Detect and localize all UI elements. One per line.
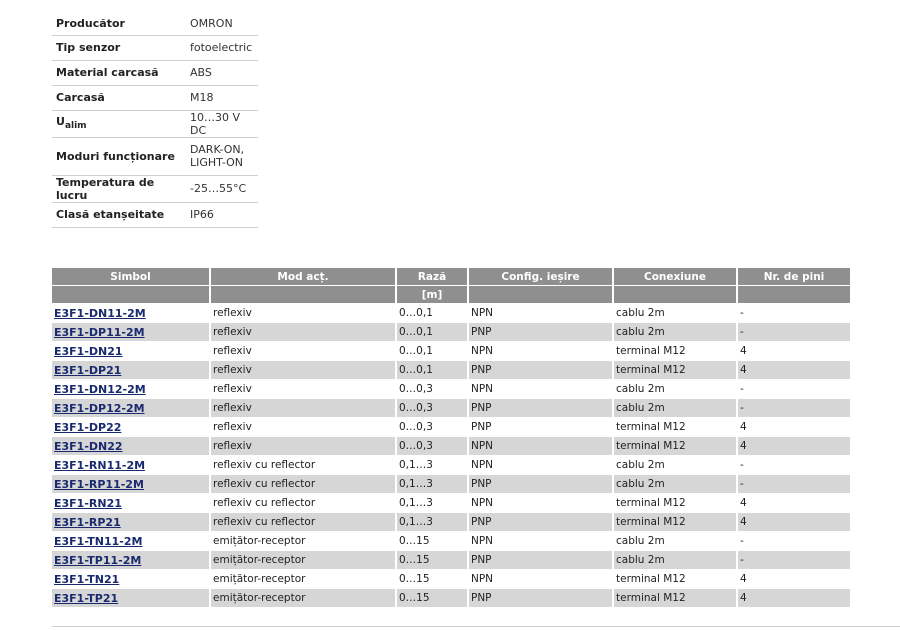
column-subheader: [m] <box>396 286 468 304</box>
table-cell: cablu 2m <box>613 551 737 570</box>
table-cell: NPN <box>468 342 613 361</box>
table-cell: reflexiv <box>210 361 396 380</box>
footer-divider <box>52 626 900 627</box>
spec-label <box>52 175 186 202</box>
table-cell: terminal M12 <box>613 437 737 456</box>
table-row <box>52 570 850 589</box>
product-symbol-cell <box>52 323 210 342</box>
spec-label-text: Tip senzor <box>56 41 121 54</box>
table-cell: - <box>737 456 850 475</box>
table-row <box>52 589 850 608</box>
table-cell: 0…15 <box>396 570 468 589</box>
product-link[interactable]: E3F1-RN21 <box>54 496 122 510</box>
product-link[interactable]: E3F1-TP11-2M <box>54 553 142 567</box>
table-cell: - <box>737 304 850 323</box>
table-cell: terminal M12 <box>613 494 737 513</box>
table-cell: 0,1…3 <box>396 494 468 513</box>
table-cell: 0,1…3 <box>396 475 468 494</box>
table-cell: 0…0,1 <box>396 323 468 342</box>
spec-value <box>186 35 258 60</box>
table-cell: 0…0,3 <box>396 399 468 418</box>
table-row <box>52 323 850 342</box>
column-header: Nr. de pini <box>737 268 850 286</box>
product-link[interactable]: E3F1-DP22 <box>54 420 122 434</box>
spec-label-text: Moduri funcționare <box>56 149 175 163</box>
spec-value-text: 10…30 V DC <box>190 110 241 137</box>
spec-value <box>186 175 258 202</box>
product-link[interactable]: E3F1-TN21 <box>54 572 120 586</box>
product-link[interactable]: E3F1-RN11-2M <box>54 458 146 472</box>
spec-value-text: fotoelectric <box>190 41 253 54</box>
table-cell: reflexiv cu reflector <box>210 475 396 494</box>
spec-value <box>186 85 258 110</box>
table-cell: terminal M12 <box>613 589 737 608</box>
spec-value-text: M18 <box>190 91 214 104</box>
spec-label-text: Producător <box>56 16 125 30</box>
table-cell: 0…15 <box>396 589 468 608</box>
table-cell: terminal M12 <box>613 513 737 532</box>
table-row <box>52 418 850 437</box>
table-cell: 0,1…3 <box>396 456 468 475</box>
table-cell: PNP <box>468 399 613 418</box>
spec-label <box>52 202 186 227</box>
product-symbol-cell <box>52 437 210 456</box>
product-symbol-cell <box>52 551 210 570</box>
table-cell: PNP <box>468 323 613 342</box>
table-cell: cablu 2m <box>613 380 737 399</box>
table-cell: cablu 2m <box>613 456 737 475</box>
table-cell: cablu 2m <box>613 323 737 342</box>
table-cell: 4 <box>737 361 850 380</box>
product-symbol-cell <box>52 342 210 361</box>
spec-value-text-2: LIGHT-ON <box>190 156 244 169</box>
product-symbol-cell <box>52 399 210 418</box>
spec-row <box>52 60 258 85</box>
table-cell: PNP <box>468 475 613 494</box>
spec-row <box>52 137 258 175</box>
table-cell: NPN <box>468 570 613 589</box>
table-cell: 4 <box>737 418 850 437</box>
table-cell: cablu 2m <box>613 532 737 551</box>
table-row <box>52 437 850 456</box>
products-table <box>52 268 850 608</box>
specs-body <box>52 12 258 227</box>
table-cell: reflexiv <box>210 418 396 437</box>
product-symbol-cell <box>52 380 210 399</box>
product-symbol-cell <box>52 304 210 323</box>
products-header <box>52 268 850 304</box>
table-cell: PNP <box>468 361 613 380</box>
spec-label <box>52 110 186 137</box>
table-cell: terminal M12 <box>613 418 737 437</box>
table-cell: - <box>737 551 850 570</box>
spec-label <box>52 60 186 85</box>
spec-label <box>52 35 186 60</box>
table-row <box>52 494 850 513</box>
table-cell: 0…0,1 <box>396 342 468 361</box>
table-cell: NPN <box>468 456 613 475</box>
spec-label <box>52 85 186 110</box>
product-link[interactable]: E3F1-DN21 <box>54 344 123 358</box>
product-symbol-cell <box>52 570 210 589</box>
spec-value <box>186 12 258 35</box>
product-symbol-cell <box>52 361 210 380</box>
spec-label-text: Temperatura de lucru <box>56 175 155 202</box>
table-cell: reflexiv <box>210 323 396 342</box>
table-cell: emițător-receptor <box>210 589 396 608</box>
spec-label-text: Carcasă <box>56 91 105 104</box>
table-cell: reflexiv <box>210 437 396 456</box>
spec-value-text: -25…55°C <box>190 182 247 195</box>
product-symbol-cell <box>52 513 210 532</box>
table-row <box>52 532 850 551</box>
spec-label <box>52 12 186 35</box>
spec-value <box>186 110 258 137</box>
table-cell: cablu 2m <box>613 304 737 323</box>
table-cell: 4 <box>737 494 850 513</box>
column-header: Rază <box>396 268 468 286</box>
product-link[interactable]: E3F1-DP11-2M <box>54 325 145 339</box>
spec-value-text: ABS <box>190 66 212 79</box>
product-link[interactable]: E3F1-DP12-2M <box>54 401 145 415</box>
column-subheader <box>737 286 850 304</box>
table-cell: - <box>737 532 850 551</box>
column-header: Simbol <box>52 268 210 286</box>
table-cell: NPN <box>468 437 613 456</box>
product-link[interactable]: E3F1-DN12-2M <box>54 382 146 396</box>
table-row <box>52 551 850 570</box>
product-symbol-cell <box>52 589 210 608</box>
table-cell: NPN <box>468 494 613 513</box>
table-cell: 0…15 <box>396 551 468 570</box>
spec-label-text: U <box>56 115 65 129</box>
table-cell: reflexiv cu reflector <box>210 513 396 532</box>
table-cell: 0…0,3 <box>396 418 468 437</box>
column-subheader <box>613 286 737 304</box>
product-link[interactable]: E3F1-TN11-2M <box>54 534 143 548</box>
table-row <box>52 361 850 380</box>
table-cell: - <box>737 399 850 418</box>
table-cell: emițător-receptor <box>210 551 396 570</box>
table-row <box>52 342 850 361</box>
table-row <box>52 380 850 399</box>
column-subheader <box>52 286 210 304</box>
spec-row <box>52 35 258 60</box>
column-header: Conexiune <box>613 268 737 286</box>
table-cell: - <box>737 323 850 342</box>
spec-value <box>186 202 258 227</box>
table-cell: NPN <box>468 304 613 323</box>
table-cell: NPN <box>468 380 613 399</box>
product-link[interactable]: E3F1-RP11-2M <box>54 477 144 491</box>
table-row <box>52 456 850 475</box>
product-link[interactable]: E3F1-TP21 <box>54 591 119 605</box>
table-cell: 4 <box>737 513 850 532</box>
table-cell: - <box>737 380 850 399</box>
table-cell: terminal M12 <box>613 570 737 589</box>
column-subheader <box>468 286 613 304</box>
table-row <box>52 513 850 532</box>
product-symbol-cell <box>52 418 210 437</box>
product-symbol-cell <box>52 494 210 513</box>
spec-row <box>52 110 258 137</box>
product-symbol-cell <box>52 532 210 551</box>
table-cell: 0…0,1 <box>396 361 468 380</box>
spec-value-text: IP66 <box>190 208 214 221</box>
table-cell: reflexiv <box>210 342 396 361</box>
table-cell: PNP <box>468 513 613 532</box>
spec-row <box>52 175 258 202</box>
product-symbol-cell <box>52 456 210 475</box>
subheader-row <box>52 286 850 304</box>
spec-value <box>186 137 258 175</box>
column-subheader <box>210 286 396 304</box>
table-cell: reflexiv <box>210 304 396 323</box>
table-row <box>52 475 850 494</box>
table-cell: 0…0,3 <box>396 437 468 456</box>
product-symbol-cell <box>52 475 210 494</box>
table-cell: reflexiv cu reflector <box>210 494 396 513</box>
table-row <box>52 304 850 323</box>
table-cell: 0…0,3 <box>396 380 468 399</box>
spec-label <box>52 137 186 175</box>
table-cell: 4 <box>737 437 850 456</box>
table-cell: 0,1…3 <box>396 513 468 532</box>
table-cell: PNP <box>468 418 613 437</box>
column-header: Config. ieșire <box>468 268 613 286</box>
product-link[interactable]: E3F1-DN11-2M <box>54 306 146 320</box>
table-cell: 4 <box>737 589 850 608</box>
table-cell: NPN <box>468 532 613 551</box>
products-body <box>52 304 850 608</box>
spec-value-text: DARK-ON, <box>190 143 245 156</box>
product-link[interactable]: E3F1-DP21 <box>54 363 122 377</box>
table-cell: - <box>737 475 850 494</box>
table-cell: reflexiv <box>210 399 396 418</box>
column-header: Mod acț. <box>210 268 396 286</box>
product-link[interactable]: E3F1-RP21 <box>54 515 121 529</box>
table-cell: PNP <box>468 589 613 608</box>
spec-value <box>186 60 258 85</box>
table-cell: reflexiv <box>210 380 396 399</box>
table-cell: PNP <box>468 551 613 570</box>
table-cell: cablu 2m <box>613 475 737 494</box>
product-link[interactable]: E3F1-DN22 <box>54 439 123 453</box>
table-cell: terminal M12 <box>613 361 737 380</box>
spec-row <box>52 12 258 35</box>
spec-row <box>52 85 258 110</box>
table-cell: emițător-receptor <box>210 532 396 551</box>
table-row <box>52 399 850 418</box>
spec-value-text: OMRON <box>190 16 233 30</box>
table-cell: emițător-receptor <box>210 570 396 589</box>
table-cell: 0…0,1 <box>396 304 468 323</box>
spec-row <box>52 202 258 227</box>
table-cell: 0…15 <box>396 532 468 551</box>
table-cell: reflexiv cu reflector <box>210 456 396 475</box>
spec-label-text: Clasă etanșeitate <box>56 208 165 221</box>
spec-label-text: Material carcasă <box>56 66 159 79</box>
table-cell: 4 <box>737 570 850 589</box>
spec-label-subscript: alim <box>64 121 87 132</box>
specs-table <box>52 12 258 228</box>
table-cell: cablu 2m <box>613 399 737 418</box>
header-row <box>52 268 850 286</box>
table-cell: 4 <box>737 342 850 361</box>
table-cell: terminal M12 <box>613 342 737 361</box>
